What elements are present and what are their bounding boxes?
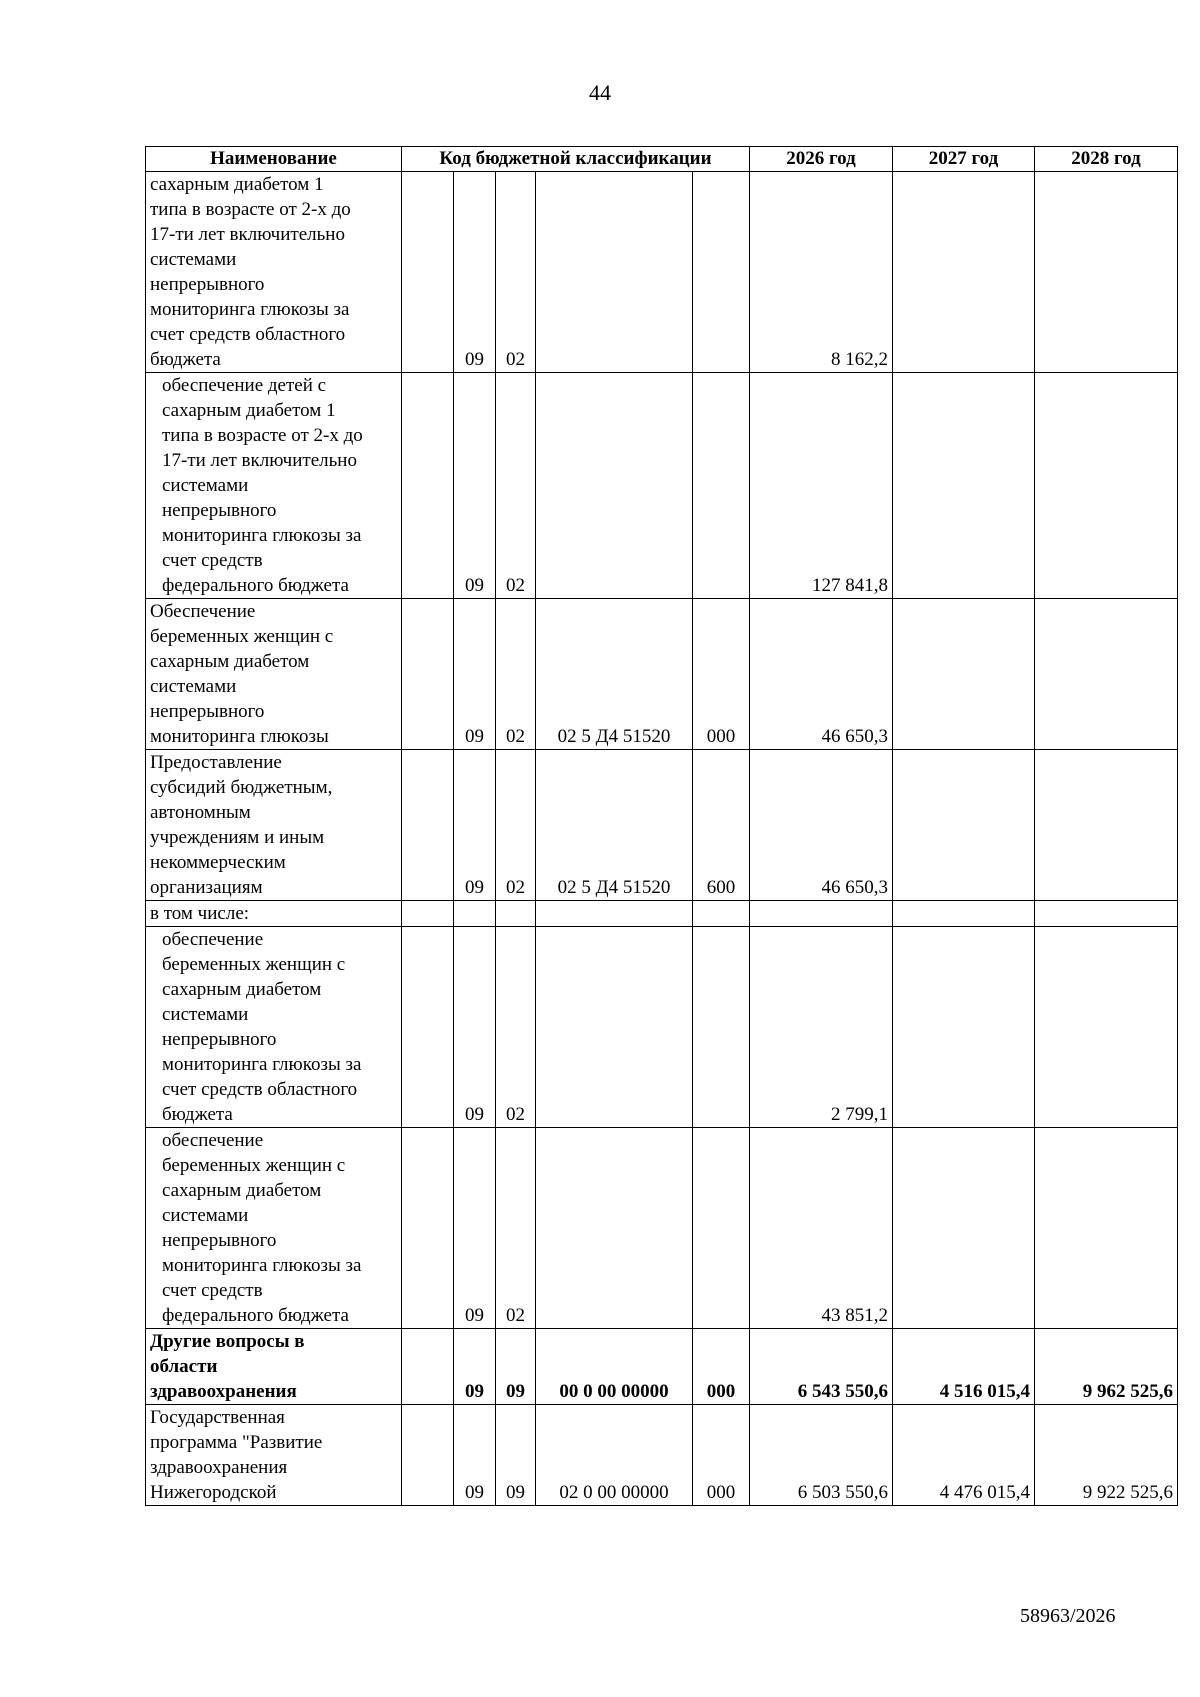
row-name: обеспечение беременных женщин с сахарным диабетом системами непрерывного мониторинга глюкозы за счет средств областного бюджета [146, 927, 402, 1128]
row-name: Предоставление субсидий бюджетным, автономным учреждениям и иным некоммерческим организациям [146, 750, 402, 901]
row-vr: 600 [693, 750, 750, 901]
row-pr: 02 [496, 750, 536, 901]
row-pr: 09 [496, 1405, 536, 1506]
row-pr: 02 [496, 1128, 536, 1329]
header-2028: 2028 год [1035, 147, 1178, 172]
table-row [146, 901, 1178, 927]
row-2026: 46 650,3 [750, 599, 893, 750]
row-2028 [1035, 373, 1178, 599]
table-row [146, 599, 1178, 750]
row-2026: 127 841,8 [750, 373, 893, 599]
row-2027 [893, 901, 1035, 927]
header-2027: 2027 год [893, 147, 1035, 172]
table-row [146, 1128, 1178, 1329]
row-vr: 000 [693, 1329, 750, 1405]
row-2027 [893, 750, 1035, 901]
row-csr [536, 373, 693, 599]
row-2026 [750, 901, 893, 927]
row-2026: 2 799,1 [750, 927, 893, 1128]
row-2028 [1035, 172, 1178, 373]
row-2026: 6 503 550,6 [750, 1405, 893, 1506]
row-csr [536, 172, 693, 373]
row-name: сахарным диабетом 1 типа в возрасте от 2-х до 17-ти лет включительно системами непрерывного мониторинга глюкозы за счет средств областного бюджета [146, 172, 402, 373]
row-vr [693, 927, 750, 1128]
row-2026: 43 851,2 [750, 1128, 893, 1329]
row-vr [693, 901, 750, 927]
row-rz: 09 [454, 750, 496, 901]
table-row [146, 172, 1178, 373]
row-rz: 09 [454, 1329, 496, 1405]
row-2028 [1035, 901, 1178, 927]
row-vr [693, 1128, 750, 1329]
row-2026: 8 162,2 [750, 172, 893, 373]
row-blank [402, 1128, 454, 1329]
row-blank [402, 1329, 454, 1405]
row-pr: 02 [496, 172, 536, 373]
table-row [146, 750, 1178, 901]
row-csr [536, 927, 693, 1128]
row-csr: 00 0 00 00000 [536, 1329, 693, 1405]
row-2027 [893, 599, 1035, 750]
table-row [146, 373, 1178, 599]
row-rz: 09 [454, 1405, 496, 1506]
row-vr: 000 [693, 599, 750, 750]
table-row [146, 1329, 1178, 1405]
row-name: Другие вопросы в области здравоохранения [146, 1329, 402, 1405]
row-2028: 9 922 525,6 [1035, 1405, 1178, 1506]
row-2026: 6 543 550,6 [750, 1329, 893, 1405]
row-vr [693, 172, 750, 373]
row-csr: 02 5 Д4 51520 [536, 750, 693, 901]
row-rz: 09 [454, 1128, 496, 1329]
row-vr [693, 373, 750, 599]
row-name: в том числе: [146, 901, 402, 927]
row-2027 [893, 172, 1035, 373]
page-number: 44 [589, 80, 611, 105]
table-row [146, 1405, 1178, 1506]
row-vr: 000 [693, 1405, 750, 1506]
row-blank [402, 172, 454, 373]
budget-table [145, 146, 1178, 1506]
row-pr: 02 [496, 927, 536, 1128]
row-2027 [893, 1128, 1035, 1329]
row-pr [496, 901, 536, 927]
row-blank [402, 927, 454, 1128]
row-2028 [1035, 1128, 1178, 1329]
row-rz [454, 901, 496, 927]
document-id: 58963/2026 [1020, 1605, 1116, 1627]
row-2026: 46 650,3 [750, 750, 893, 901]
row-2027 [893, 927, 1035, 1128]
row-blank [402, 599, 454, 750]
row-2028 [1035, 927, 1178, 1128]
header-2026: 2026 год [750, 147, 893, 172]
table-row [146, 927, 1178, 1128]
row-rz: 09 [454, 927, 496, 1128]
row-name: обеспечение беременных женщин с сахарным диабетом системами непрерывного мониторинга глюкозы за счет средств федерального бюджета [146, 1128, 402, 1329]
header-code: Код бюджетной классификации [402, 147, 750, 172]
row-csr [536, 901, 693, 927]
row-2027 [893, 373, 1035, 599]
row-blank [402, 901, 454, 927]
row-name: Обеспечение беременных женщин с сахарным диабетом системами непрерывного мониторинга глюкозы [146, 599, 402, 750]
row-pr: 02 [496, 599, 536, 750]
row-name: обеспечение детей с сахарным диабетом 1 типа в возрасте от 2-х до 17-ти лет включительно системами непрерывного мониторинга глюкозы за счет средств федерального бюджета [146, 373, 402, 599]
row-pr: 02 [496, 373, 536, 599]
row-pr: 09 [496, 1329, 536, 1405]
row-2027: 4 476 015,4 [893, 1405, 1035, 1506]
row-rz: 09 [454, 373, 496, 599]
row-csr: 02 5 Д4 51520 [536, 599, 693, 750]
row-2028 [1035, 599, 1178, 750]
row-csr: 02 0 00 00000 [536, 1405, 693, 1506]
row-blank [402, 373, 454, 599]
row-2028: 9 962 525,6 [1035, 1329, 1178, 1405]
row-csr [536, 1128, 693, 1329]
row-rz: 09 [454, 599, 496, 750]
header-row [146, 147, 1178, 172]
row-rz: 09 [454, 172, 496, 373]
row-name: Государственная программа "Развитие здравоохранения Нижегородской [146, 1405, 402, 1506]
row-blank [402, 750, 454, 901]
row-2027: 4 516 015,4 [893, 1329, 1035, 1405]
row-blank [402, 1405, 454, 1506]
row-2028 [1035, 750, 1178, 901]
header-name: Наименование [146, 147, 402, 172]
